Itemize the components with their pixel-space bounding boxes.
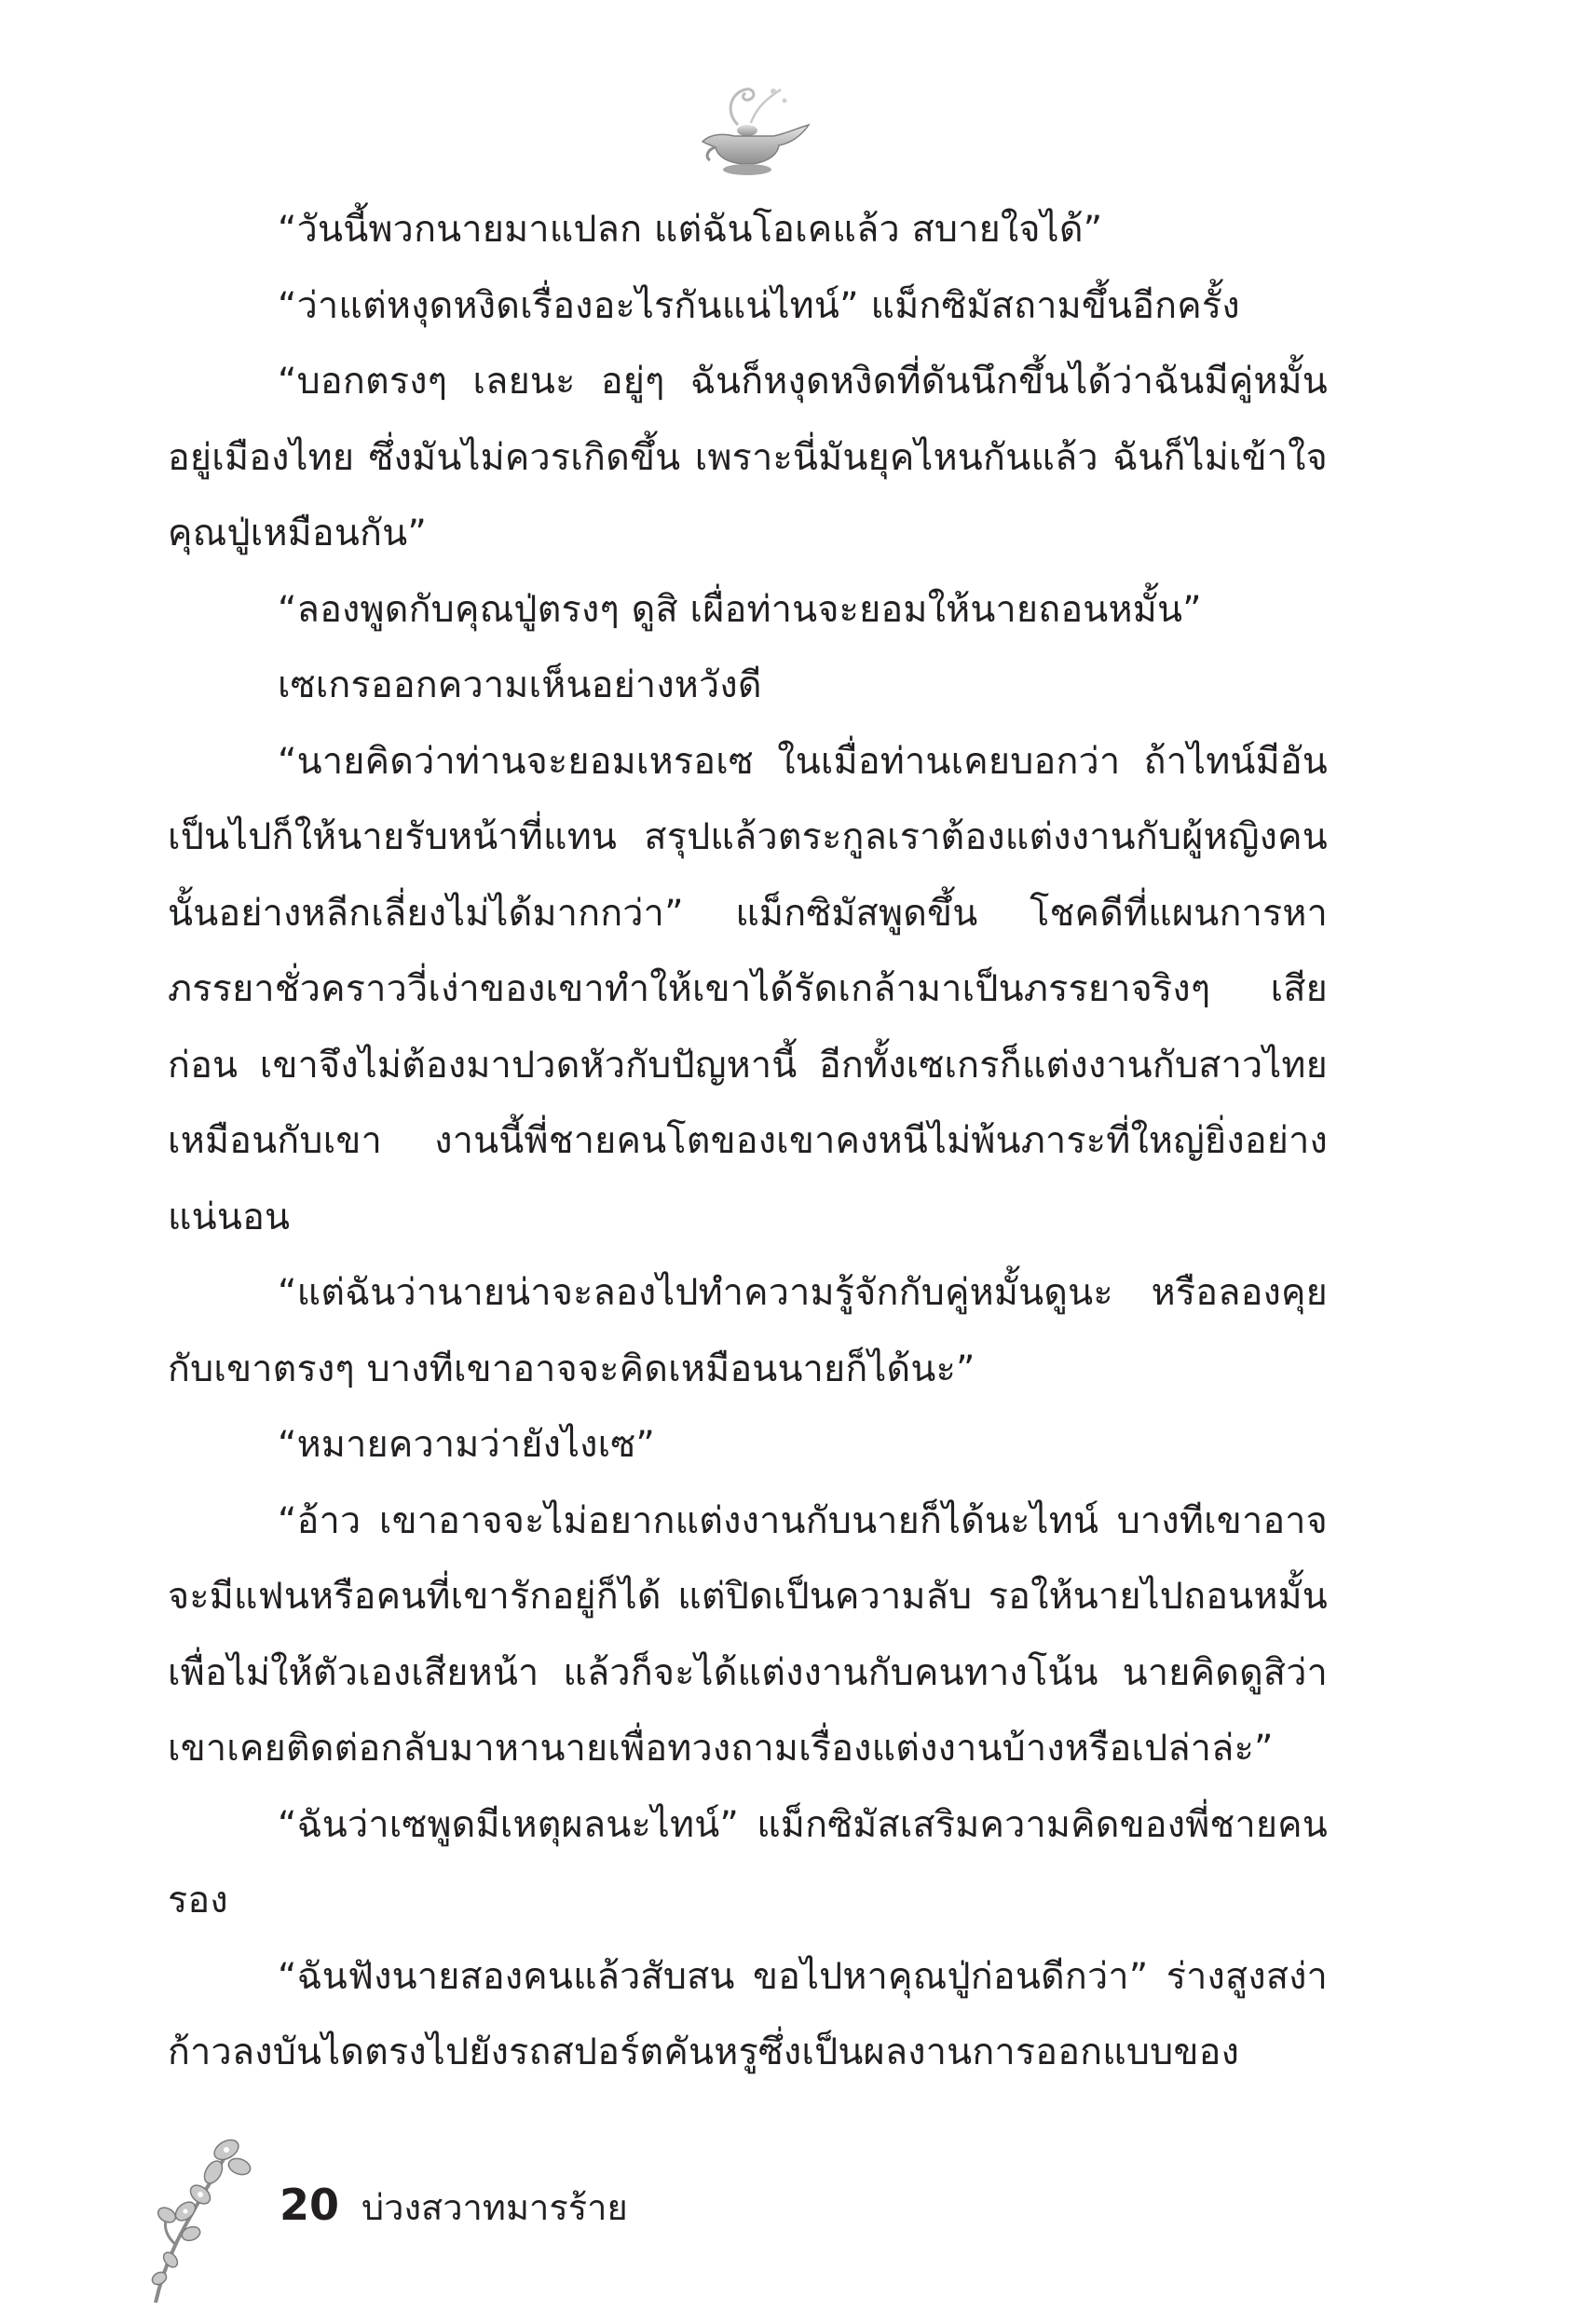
story-text bbox=[168, 192, 1328, 2091]
paragraph: “แต่ฉันว่านายน่าจะลองไปทำความรู้จักกับคู่หมั้นดูนะ หรือลองคุยกับเขาตรงๆ บางทีเขาอาจจะคิดเหมือนนายก็ได้นะ” bbox=[168, 1271, 1328, 1390]
paragraph: “อ้าว เขาอาจจะไม่อยากแต่งงานกับนายก็ได้นะไทน์ บางทีเขาอาจจะมีแฟนหรือคนที่เขารักอยู่ก็ได้ แต่ปิดเป็นความลับ รอให้นายไปถอนหมั้นเพื่อไม่ให้ตัวเองเสียหน้า แล้วก็จะได้แต่งงานกับคนทางโน้น นายคิดดูสิว่าเขาเคยติดต่อกลับมาหานายเพื่อทวงถามเรื่องแต่งงานบ้างหรือเปล่าล่ะ” bbox=[168, 1498, 1328, 1770]
page-number: 20 bbox=[280, 2180, 340, 2230]
page-footer bbox=[280, 2179, 628, 2236]
paragraph: “หมายความว่ายังไงเซ” bbox=[278, 1423, 656, 1466]
paragraph: “ฉันฟังนายสองคนแล้วสับสน ขอไปหาคุณปู่ก่อนดีกว่า” ร่างสูงสง่าก้าวลงบันไดตรงไปยังรถสปอร์ตคันหรูซึ่งเป็นผลงานการออกแบบของ bbox=[168, 1954, 1328, 2073]
paragraph: “ลองพูดกับคุณปู่ตรงๆ ดูสิ เผื่อท่านจะยอมให้นายถอนหมั้น” bbox=[278, 587, 1202, 631]
paragraph: “ว่าแต่หงุดหงิดเรื่องอะไรกันแน่ไทน์” แม็กซิมัสถามขึ้นอีกครั้ง bbox=[278, 283, 1240, 327]
genie-lamp-icon bbox=[680, 78, 820, 181]
paragraph: เซเกรออกความเห็นอย่างหวังดี bbox=[278, 663, 762, 706]
paragraph: “บอกตรงๆ เลยนะ อยู่ๆ ฉันก็หงุดหงิดที่ดันนึกขึ้นได้ว่าฉันมีคู่หมั้นอยู่เมืองไทย ซึ่งมันไม่ควรเกิดขึ้น เพราะนี่มันยุคไหนกันแล้ว ฉันก็ไม่เข้าใจคุณปู่เหมือนกัน” bbox=[168, 360, 1328, 554]
book-title: บ่วงสวาทมารร้าย bbox=[361, 2187, 628, 2228]
paragraph: “ฉันว่าเซพูดมีเหตุผลนะไทน์” แม็กซิมัสเสริมความคิดของพี่ชายคนรอง bbox=[168, 1802, 1328, 1921]
flower-branch-icon bbox=[135, 2129, 256, 2306]
paragraph: “นายคิดว่าท่านจะยอมเหรอเซ ในเมื่อท่านเคยบอกว่า ถ้าไทน์มีอันเป็นไปก็ให้นายรับหน้าที่แทน สรุปแล้วตระกูลเราต้องแต่งงานกับผู้หญิงคนนั้นอย่างหลีกเลี่ยงไม่ได้มากกว่า” แม็กซิมัสพูดขึ้น โชคดีที่แผนการหาภรรยาชั่วคราววี่เง่าของเขาทำให้เขาได้รัดเกล้ามาเป็นภรรยาจริงๆ เสียก่อน เขาจึงไม่ต้องมาปวดหัวกับปัญหานี้ อีกทั้งเซเกรก็แต่งงานกับสาวไทยเหมือนกับเขา งานนี้พี่ชายคนโตของเขาคงหนีไม่พ้นภาระที่ใหญ่ยิ่งอย่างแน่นอน bbox=[168, 739, 1328, 1238]
paragraph: “วันนี้พวกนายมาแปลก แต่ฉันโอเคแล้ว สบายใจได้” bbox=[278, 208, 1103, 251]
